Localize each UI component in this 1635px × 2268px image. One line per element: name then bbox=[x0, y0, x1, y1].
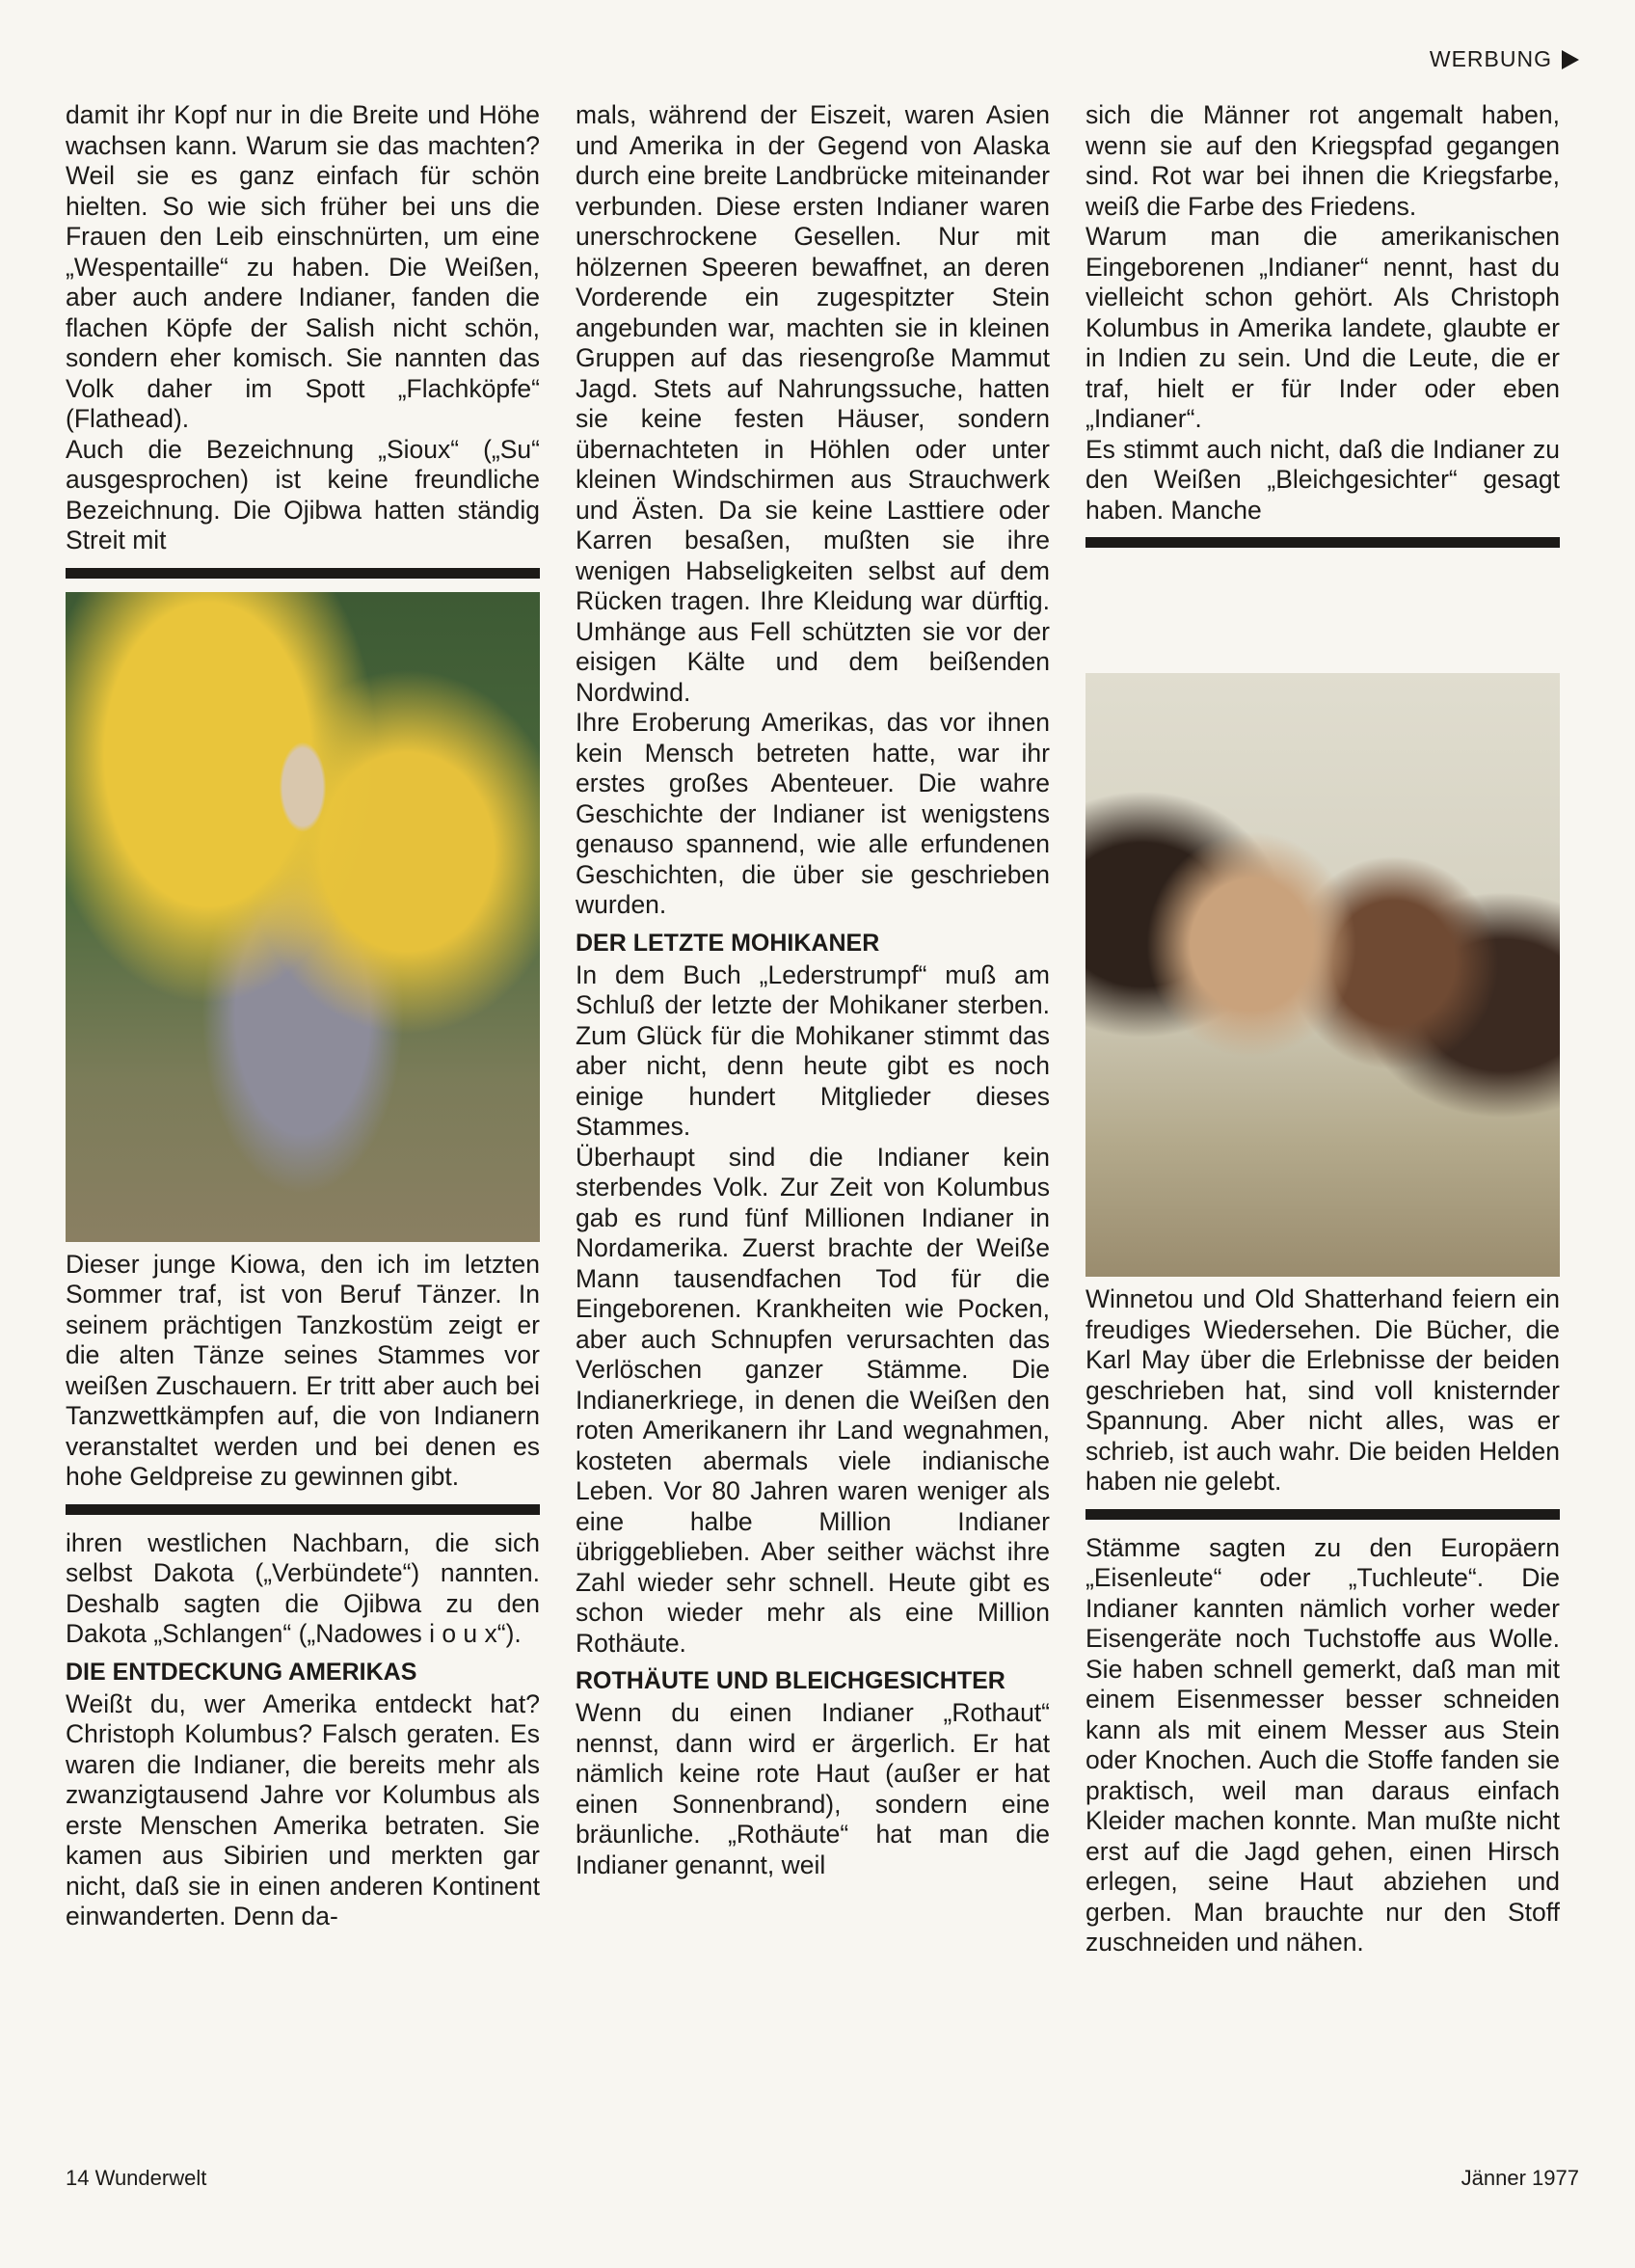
column-middle bbox=[576, 100, 1050, 1880]
paragraph: Ihre Eroberung Amerikas, das vor ihnen kein Mensch betreten hatte, war ihr erstes großes Abenteuer. Die wahre Geschichte der Indianer ist wenigstens genauso spannend, wie alle erfundenen Geschichten, die über sie geschrieben wurden. bbox=[576, 708, 1050, 919]
paragraph: Weißt du, wer Amerika entdeckt hat? Christoph Kolumbus? Falsch geraten. Es waren die Indianer, die bereits mehr als zwanzigtausend Jahre vor Kolumbus als erste Menschen Amerika betraten. Sie kamen aus Sibirien und merkten gar nicht, daß sie in einen anderen Kontinent einwanderten. Denn da- bbox=[66, 1688, 540, 1930]
paragraph: mals, während der Eiszeit, waren Asien und Amerika in der Gegend von Alaska durch eine breite Landbrücke miteinander verbunden. Diese ersten Indianer waren unerschrockene Gesellen. Nur mit hölzernen Speeren bewaffnet, an deren Vorderende ein zugespitzter Stein angebunden war, machten sie in kleinen Gruppen auf das riesengroße Mammut Jagd. Stets auf Nahrungssuche, hatten sie keine festen Häuser, sondern übernachteten in Höhlen oder unter kleinen Windschirmen aus Strauchwerk und Ästen. Da sie keine Lasttiere oder Karren besaßen, mußten sie ihre wenigen Habseligkeiten selbst auf dem Rücken tragen. Ihre Kleidung war dürftig. Umhänge aus Fell schützten sie vor der eisigen Kälte und dem beißenden Nordwind. bbox=[576, 100, 1050, 707]
page-footer-left: 14 Wunderwelt bbox=[66, 2166, 207, 2190]
divider bbox=[1086, 537, 1560, 548]
divider bbox=[66, 1504, 540, 1515]
section-heading: ROTHÄUTE UND BLEICHGESICHTER bbox=[576, 1667, 1005, 1694]
paragraph: Es stimmt auch nicht, daß die Indianer zu den Weißen „Bleichgesichter“ gesagt haben. Manche bbox=[1086, 434, 1560, 525]
paragraph: Auch die Bezeichnung „Sioux“ („Su“ ausgesprochen) ist keine freundliche Bezeichnung. Die Ojibwa hatten ständig Streit mit bbox=[66, 434, 540, 554]
photo-caption: Dieser junge Kiowa, den ich im letzten Sommer traf, ist von Beruf Tänzer. In seinem prächtigen Tanzkostüm zeigt er die alten Tänze seines Stammes vor weißen Zuschauern. Er tritt aber auch bei Tanzwettkämpfen auf, die von Indianern veranstaltet werden und bei denen es hohe Geldpreise zu gewinnen gibt. bbox=[66, 1249, 540, 1491]
column-left bbox=[66, 100, 540, 1932]
arrow-right-icon bbox=[1562, 50, 1579, 69]
paragraph: Wenn du einen Indianer „Rothaut“ nennst, dann wird er ärgerlich. Er hat nämlich keine rote Haut (außer er hat einen Sonnenbrand), sondern eine bräunliche. „Rothäute“ hat man die Indianer genannt, weil bbox=[576, 1698, 1050, 1879]
divider bbox=[66, 568, 540, 579]
section-label-text: WERBUNG bbox=[1429, 46, 1552, 71]
winnetou-illustration bbox=[1086, 673, 1560, 1277]
paragraph: sich die Männer rot angemalt haben, wenn sie auf den Kriegspfad gegangen sind. Rot war bei ihnen die Kriegsfarbe, weiß die Farbe des Friedens. bbox=[1086, 100, 1560, 221]
kiowa-dancer-photo bbox=[66, 592, 540, 1242]
paragraph: damit ihr Kopf nur in die Breite und Höhe wachsen kann. Warum sie das machten? Weil sie es ganz einfach für schön hielten. So wie sich früher bei uns die Frauen den Leib einschnürten, um eine „Wespentaille“ zu haben. Die Weißen, aber auch andere Indianer, fanden die flachen Köpfe der Salish nicht schön, sondern eher komisch. Sie nannten das Volk daher im Spott „Flachköpfe“ (Flathead). bbox=[66, 100, 540, 433]
page-footer-right: Jänner 1977 bbox=[1461, 2166, 1579, 2190]
paragraph: In dem Buch „Lederstrumpf“ muß am Schluß der letzte der Mohikaner sterben. Zum Glück für die Mohikaner stimmt das aber nicht, denn heute gibt es noch einige hundert Mitglieder dieses Stammes. bbox=[576, 959, 1050, 1141]
photo-caption: Winnetou und Old Shatterhand feiern ein freudiges Wiedersehen. Die Bücher, die Karl May über die Erlebnisse der beiden geschrieben hat, sind voll knisternder Spannung. Aber nicht alles, was er schrieb, ist auch wahr. Die beiden Helden haben nie gelebt. bbox=[1086, 1284, 1560, 1496]
section-heading: DER LETZTE MOHIKANER bbox=[576, 929, 880, 957]
paragraph: Warum man die amerikanischen Eingeborenen „Indianer“ nennt, hast du vielleicht schon gehört. Als Christoph Kolumbus in Amerika landete, glaubte er in Indien zu sein. Und die Leute, die er traf, hielt er für Inder oder eben „Indianer“. bbox=[1086, 222, 1560, 433]
paragraph: ihren westlichen Nachbarn, die sich selbst Dakota („Verbündete“) nannten. Deshalb sagten die Ojibwa zu den Dakota „Schlangen“ („Nadowes i o u x“). bbox=[66, 1527, 540, 1648]
section-label bbox=[1430, 46, 1579, 72]
section-heading: DIE ENTDECKUNG AMERIKAS bbox=[66, 1658, 417, 1686]
paragraph: Stämme sagten zu den Europäern „Eisenleute“ oder „Tuchleute“. Die Indianer kannten nämlich vorher weder Eisengeräte noch Tuchstoffe aus Wolle. Sie haben schnell gemerkt, daß man mit einem Eisenmesser besser schneiden kann als mit einem Messer aus Stein oder Knochen. Auch die Stoffe fanden sie praktisch, weil man daraus einfach Kleider machen konnte. Man mußte nicht erst auf die Jagd gehen, einen Hirsch erlegen, seine Haut abziehen und gerben. Man brauchte nur den Stoff zuschneiden und nähen. bbox=[1086, 1532, 1560, 1957]
divider bbox=[1086, 1509, 1560, 1520]
column-right bbox=[1086, 100, 1560, 1958]
paragraph: Überhaupt sind die Indianer kein sterbendes Volk. Zur Zeit von Kolumbus gab es rund fünf Millionen Indianer in Nordamerika. Zuerst brachte der Weiße Mann tausendfachen Tod für die Eingeborenen. Krankheiten wie Pocken, aber auch Schnupfen verursachten das Verlöschen ganzer Stämme. Die Indianerkriege, in denen die Weißen den roten Amerikanern ihr Land wegnahmen, kosteten abermals viele indianische Leben. Vor 80 Jahren waren weniger als eine halbe Million Indianer übriggeblieben. Aber seither wächst ihre Zahl wieder sehr schnell. Heute gibt es schon wieder mehr als eine Million Rothäute. bbox=[576, 1142, 1050, 1658]
